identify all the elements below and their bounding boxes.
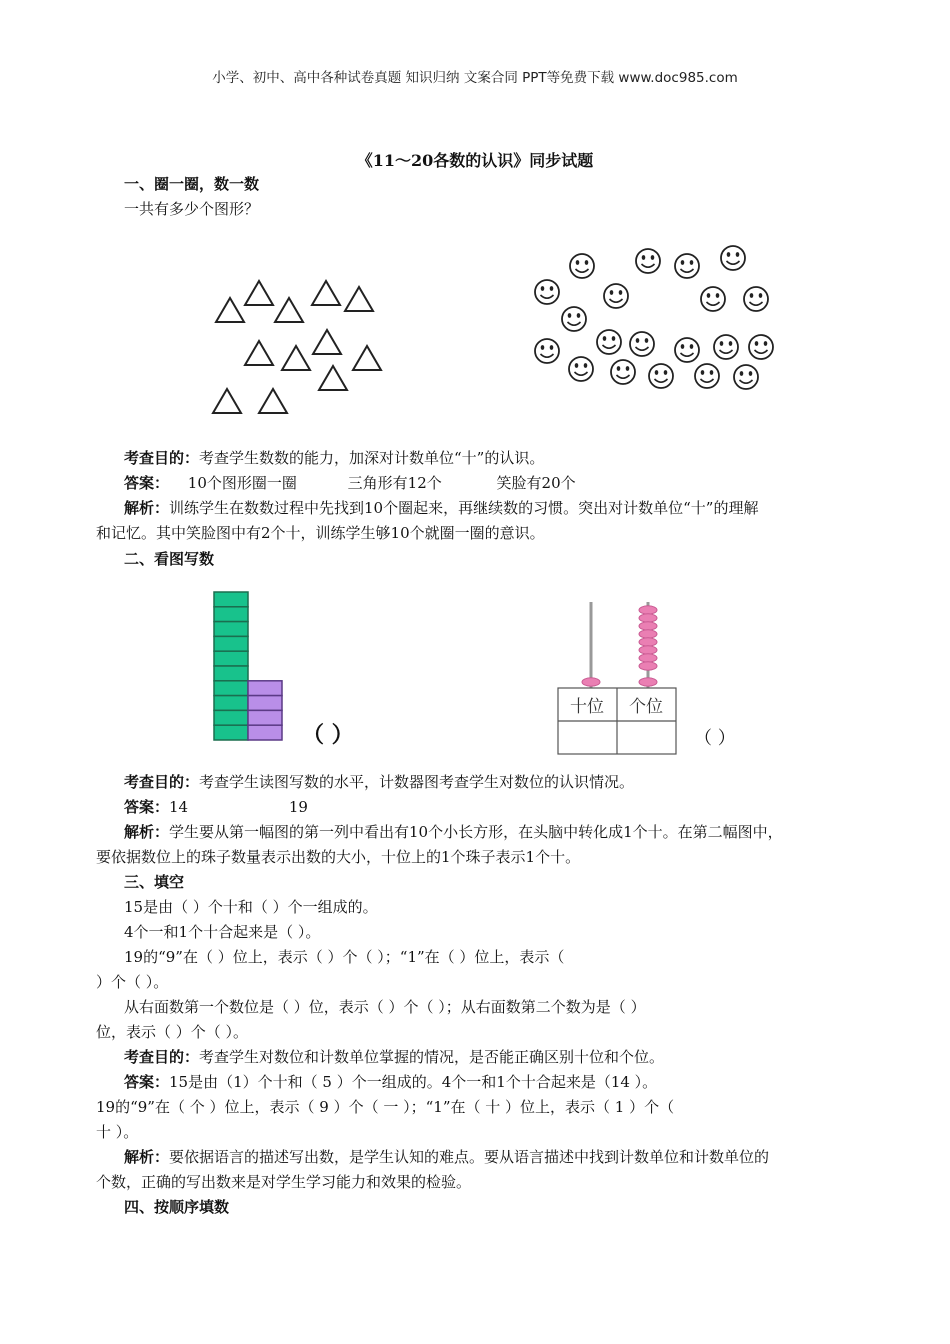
smiley-face — [636, 249, 660, 273]
section-1-answer: 答案： 10个图形圈一圈 三角形有12个 笑脸有20个 — [124, 474, 576, 492]
triangle — [319, 366, 347, 390]
smiley-face — [675, 338, 699, 362]
section-3-analysis-1: 解析：要依据语言的描述写出数，是学生认知的难点。要从语言描述中找到计数单位和计数单位的 — [124, 1148, 770, 1166]
triangle — [245, 341, 273, 365]
section-4-heading: 四、按顺序填数 — [124, 1198, 230, 1216]
smiley-face — [701, 287, 725, 311]
section-1-analysis-1: 解析：训练学生在数数过程中先找到10个圈起来，再继续数的习惯。突出对计数单位“十”的理解 — [124, 499, 759, 517]
section-2-answer: 答案：14 19 — [124, 798, 308, 816]
fill-question-2: 4个一和1个十合起来是（ ）。 — [124, 923, 321, 941]
fill-question-1: 15是由（ ）个十和（ ）个一组成的。 — [124, 898, 378, 916]
tens-beads — [582, 678, 600, 686]
triangles-figure — [205, 270, 390, 420]
smiley-face — [649, 364, 673, 388]
section-2-analysis-1: 解析：学生要从第一幅图的第一列中看出有10个小长方形，在头脑中转化成1个十。在第二幅图中， — [124, 823, 783, 841]
triangle-shapes — [213, 281, 381, 413]
fill-question-4b: 位，表示（ ）个（ ）。 — [96, 1023, 249, 1041]
answer-paren-2: （ ） — [694, 728, 736, 749]
triangle — [313, 330, 341, 354]
smiley-face — [714, 335, 738, 359]
abacus-ones-label: 个位 — [629, 697, 663, 717]
section-1-question: 一共有多少个图形？ — [124, 200, 260, 218]
section-1-purpose: 考查目的：考查学生数数的能力，加深对计数单位“十”的认识。 — [124, 449, 545, 467]
triangle — [259, 389, 287, 413]
smiley-face — [597, 330, 621, 354]
section-3-answer-3: 十 ）。 — [96, 1123, 139, 1141]
smiley-face — [569, 357, 593, 381]
fill-question-4a: 从右面数第一个数位是（ ）位，表示（ ）个（ ）；从右面数第二个数为是（ ） — [124, 998, 646, 1016]
section-3-answer-2: 19的“9”在（ 个 ）位上，表示（ 9 ）个（ 一 ）；“1”在（ 十 ）位上，表示（ 1 ）个（ — [96, 1098, 675, 1116]
answer-paren-1: （ ） — [302, 723, 354, 748]
page-header: 小学、初中、高中各种试卷真题 知识归纳 文案合同 PPT等免费下载 www.doc985.com — [212, 70, 738, 86]
smiley-face — [749, 335, 773, 359]
triangle — [213, 389, 241, 413]
section-2-heading: 二、看图写数 — [124, 550, 215, 568]
section-3-answer-1: 答案：15是由（1）个十和（ 5 ）个一组成的。4个一和1个十合起来是（14 ）。 — [124, 1073, 658, 1091]
smiley-face — [535, 280, 559, 304]
section-1-analysis-2: 和记忆。其中笑脸图中有2个十，训练学生够10个就圈一圈的意识。 — [96, 524, 545, 542]
smiley-face — [535, 339, 559, 363]
smiley-faces — [535, 246, 773, 389]
smiley-face — [630, 332, 654, 356]
triangle — [353, 346, 381, 370]
abacus-tens-label: 十位 — [570, 697, 604, 717]
tens-column — [214, 592, 248, 740]
section-2-analysis-2: 要依据数位上的珠子数量表示出数的大小，十位上的1个珠子表示1个十。 — [96, 848, 581, 866]
page-title: 《11～20各数的认识》同步试题 — [356, 151, 594, 170]
triangle — [312, 281, 340, 305]
triangle — [345, 287, 373, 311]
ones-column — [248, 681, 282, 740]
smiley-face — [611, 360, 635, 384]
section-3-analysis-2: 个数，正确的写出数来是对学生学习能力和效果的检验。 — [96, 1173, 472, 1191]
fill-question-3a: 19的“9”在（ ）位上，表示（ ）个（ ）；“1”在（ ）位上，表示（ — [124, 948, 565, 966]
smiley-face — [562, 307, 586, 331]
smiley-face — [734, 365, 758, 389]
triangle — [216, 298, 244, 322]
smiley-face — [604, 284, 628, 308]
triangle — [282, 346, 310, 370]
block-figure — [212, 590, 288, 742]
section-3-purpose: 考查目的：考查学生对数位和计数单位掌握的情况，是否能正确区别十位和个位。 — [124, 1048, 665, 1066]
triangle — [275, 298, 303, 322]
triangle — [245, 281, 273, 305]
smiley-face — [675, 254, 699, 278]
smiley-faces-figure — [525, 238, 785, 398]
section-2-purpose: 考查目的：考查学生读图写数的水平，计数器图考查学生对数位的认识情况。 — [124, 773, 635, 791]
fill-question-3b: ）个（ ）。 — [96, 973, 169, 991]
section-3-heading: 三、填空 — [124, 873, 185, 891]
smiley-face — [570, 254, 594, 278]
section-1-heading: 一、圈一圈，数一数 — [124, 175, 260, 193]
abacus-figure — [556, 598, 680, 758]
smiley-face — [744, 287, 768, 311]
smiley-face — [695, 364, 719, 388]
smiley-face — [721, 246, 745, 270]
